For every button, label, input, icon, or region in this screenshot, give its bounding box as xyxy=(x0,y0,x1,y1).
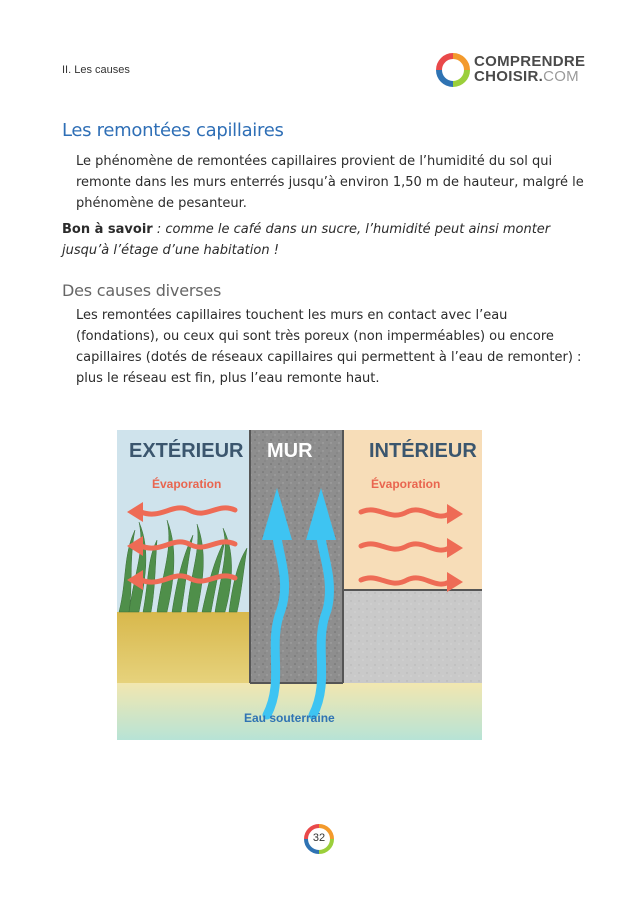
paragraph-causes: Les remontées capillaires touchent les murs en contact avec l’eau (fondations), ou ceux qui sont très poreux (non imperméables) ou encore capillaires (dotés de réseaux capillaires qui permettent à l’eau de remonter) : plus le réseau est fin, plus l’eau remonte haut. xyxy=(76,308,582,386)
logo-domain: COM xyxy=(543,68,579,85)
paragraph-remontees: Le phénomène de remontées capillaires provient de l’humidité du sol qui remonte dans les murs enterrés jusqu’à environ 1,50 m de hauteur, malgré le phénomène de pesanteur. xyxy=(76,154,584,211)
label-evaporation-right: Évaporation xyxy=(371,477,441,491)
capillary-diagram xyxy=(117,430,482,740)
label-eau-souterraine: Eau souterraine xyxy=(244,711,335,725)
brand-logo[interactable] xyxy=(436,53,586,87)
section-title-causes: Des causes diverses xyxy=(62,281,222,300)
section-breadcrumb: II. Les causes xyxy=(62,64,130,76)
page-number-badge xyxy=(303,823,335,855)
logo-wordmark xyxy=(474,54,585,84)
label-exterieur: EXTÉRIEUR xyxy=(129,440,244,462)
exterior-soil xyxy=(117,612,250,683)
logo-line-1: COMPRENDRE xyxy=(474,53,586,70)
tip-lead: Bon à savoir xyxy=(62,222,153,237)
label-mur: MUR xyxy=(267,440,313,462)
section-title-remontees: Les remontées capillaires xyxy=(62,120,284,141)
tip-text: : comme le café dans un sucre, l’humidité peut ainsi monter jusqu’à l’étage d’une habitation ! xyxy=(62,222,551,258)
page-number: 32 xyxy=(312,832,326,844)
label-evaporation-left: Évaporation xyxy=(152,477,222,491)
logo-ring-icon xyxy=(436,53,470,87)
interior-floor xyxy=(343,590,482,683)
tip-paragraph xyxy=(62,219,582,261)
label-interieur: INTÉRIEUR xyxy=(369,440,477,462)
logo-line-2: CHOISIR. xyxy=(474,68,544,85)
